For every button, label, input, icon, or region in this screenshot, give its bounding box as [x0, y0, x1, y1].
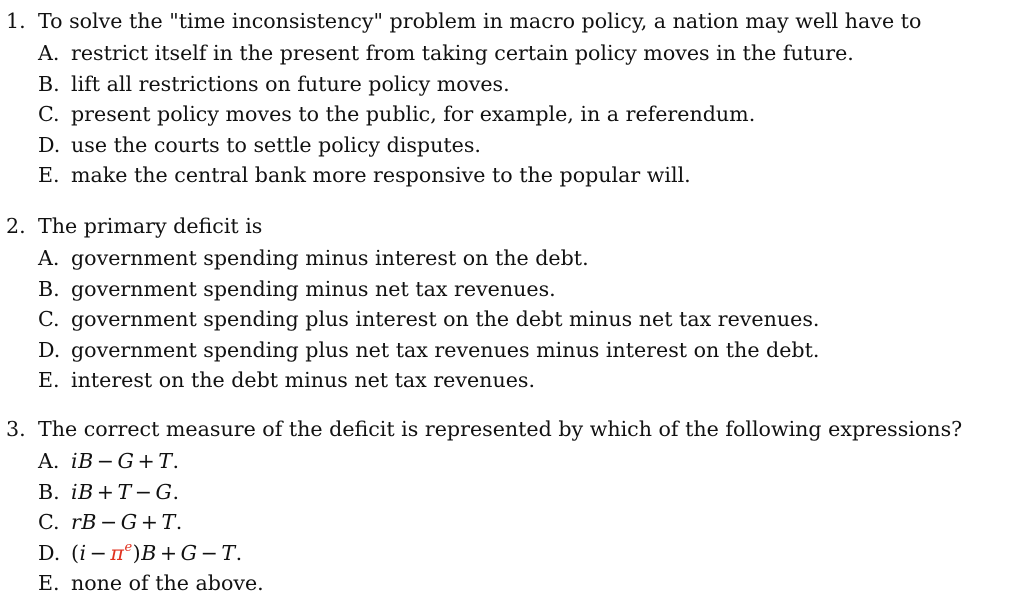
option-letter: A. — [38, 246, 60, 270]
option-text: government spending minus interest on the debt. — [71, 246, 589, 270]
question-number: 1. — [6, 9, 26, 33]
option-d — [0, 130, 1024, 161]
option-text: interest on the debt minus net tax revenues. — [71, 368, 536, 392]
option-c — [0, 507, 1024, 538]
option-letter: C. — [38, 102, 60, 126]
option-e — [0, 365, 1024, 396]
option-letter: E. — [38, 368, 60, 392]
question-text: To solve the "time inconsistency" problem in macro policy, a nation may well have to — [38, 9, 922, 33]
option-letter: C. — [38, 510, 60, 534]
inflation-symbol: π — [110, 540, 125, 565]
option-c — [0, 99, 1024, 130]
option-c — [0, 304, 1024, 335]
math-expression: iB + T − G. — [71, 479, 180, 504]
option-b — [0, 477, 1024, 508]
question-2 — [0, 211, 1024, 396]
option-letter: B. — [38, 276, 60, 301]
question-number: 3. — [6, 417, 26, 441]
question-number: 2. — [6, 214, 26, 238]
options-list — [0, 38, 1024, 191]
option-letter: D. — [38, 337, 61, 362]
option-a — [0, 243, 1024, 274]
question-stem — [0, 414, 1024, 444]
option-text: restrict itself in the present from taking certain policy moves in the future. — [71, 41, 854, 65]
option-a — [0, 38, 1024, 69]
options-list — [0, 446, 1024, 599]
math-expression: $(i - \pi^e)B + G - T$. — [71, 539, 243, 565]
question-text: The primary deficit is — [38, 214, 263, 238]
option-letter: B. — [38, 71, 60, 96]
option-letter: C. — [38, 307, 60, 331]
option-e — [0, 160, 1024, 191]
question-1 — [0, 6, 1024, 191]
option-a — [0, 446, 1024, 477]
option-letter: D. — [38, 540, 61, 565]
question-text: The correct measure of the deficit is represented by which of the following expressions? — [38, 417, 963, 441]
option-text: use the courts to settle policy disputes. — [71, 132, 481, 157]
option-d — [0, 335, 1024, 366]
option-text: government spending plus net tax revenues minus interest on the debt. — [71, 337, 820, 362]
option-b — [0, 69, 1024, 100]
option-text: government spending plus interest on the debt minus net tax revenues. — [71, 307, 820, 331]
expected-superscript: e — [124, 539, 133, 555]
option-letter: A. — [38, 41, 60, 65]
question-stem — [0, 6, 1024, 36]
option-letter: E. — [38, 571, 60, 595]
option-text: make the central bank more responsive to the popular will. — [71, 163, 691, 187]
option-b — [0, 274, 1024, 305]
math-expression: rB − G + T. — [71, 510, 183, 534]
question-stem — [0, 211, 1024, 241]
option-letter: B. — [38, 479, 60, 504]
math-expression: iB − G + T. — [71, 449, 180, 473]
option-letter: A. — [38, 449, 60, 473]
options-list — [0, 243, 1024, 396]
option-letter: D. — [38, 132, 61, 157]
option-text: present policy moves to the public, for example, in a referendum. — [71, 102, 756, 126]
option-text: lift all restrictions on future policy moves. — [71, 71, 510, 96]
question-3 — [0, 414, 1024, 599]
option-letter: E. — [38, 163, 60, 187]
option-text: none of the above. — [71, 571, 264, 595]
option-e — [0, 568, 1024, 599]
option-d — [0, 538, 1024, 569]
option-text: government spending minus net tax revenues. — [71, 276, 556, 301]
